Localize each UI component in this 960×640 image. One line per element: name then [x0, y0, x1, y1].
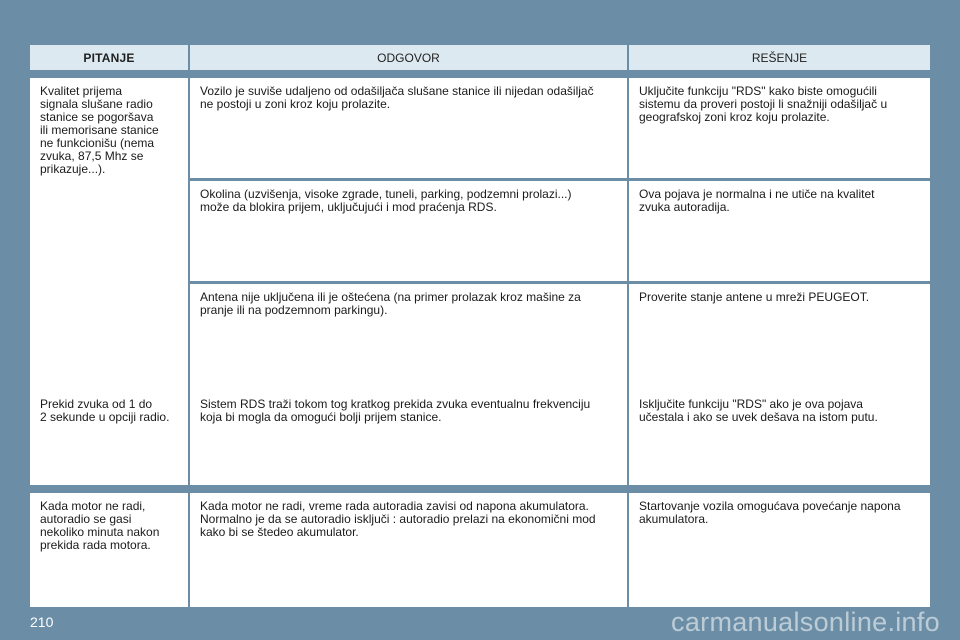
- answer-cell: Vozilo je suviše udaljeno od odašiljača slušane stanice ili nijedan odašiljač ne postoji u zoni kroz koju prolazite.: [190, 78, 627, 178]
- header-question: PITANJE: [30, 45, 188, 70]
- solution-cell: Uključite funkciju "RDS" kako biste omogućili sistemu da proveri postoji li snažniji odašiljač u geografskoj zoni kroz koju prolazite.: [629, 78, 930, 178]
- watermark: carmanualsonline.info: [671, 607, 940, 637]
- answer-cell: Okolina (uzvišenja, visoke zgrade, tuneli, parking, podzemni prolazi...) može da blokira prijem, uključujući i mod praćenja RDS.: [190, 181, 627, 281]
- solution-cell: Startovanje vozila omogućava povećanje napona akumulatora.: [629, 493, 930, 607]
- page-number: 210: [30, 614, 54, 630]
- header-solution: REŠENJE: [629, 45, 930, 70]
- answer-cell: Kada motor ne radi, vreme rada autoradia zavisi od napona akumulatora. Normalno je da se autoradio isključi : autoradio prelazi na ekonomični mod kako bi se štedeo akumulator.: [190, 493, 627, 607]
- question-cell: Prekid zvuka od 1 do 2 sekunde u opciji radio.: [30, 391, 188, 485]
- header-answer: ODGOVOR: [190, 45, 627, 70]
- question-cell: Kvalitet prijema signala slušane radio stanice se pogoršava ili memorisane stanice ne funkcionišu (nema zvuka, 87,5 Mhz se prikazuje...).: [30, 78, 188, 427]
- solution-cell: Isključite funkciju "RDS" ako je ova pojava učestala i ako se uvek dešava na istom putu.: [629, 391, 930, 485]
- answer-cell: Antena nije uključena ili je oštećena (na primer prolazak kroz mašine za pranje ili na podzemnom parkingu).: [190, 284, 627, 427]
- question-cell: Kada motor ne radi, autoradio se gasi nekoliko minuta nakon prekida rada motora.: [30, 493, 188, 607]
- answer-cell: Sistem RDS traži tokom tog kratkog prekida zvuka eventualnu frekvenciju koja bi mogla da omogući bolji prijem stanice.: [190, 391, 627, 485]
- solution-cell: Proverite stanje antene u mreži PEUGEOT.: [629, 284, 930, 427]
- solution-cell: Ova pojava je normalna i ne utiče na kvalitet zvuka autoradija.: [629, 181, 930, 281]
